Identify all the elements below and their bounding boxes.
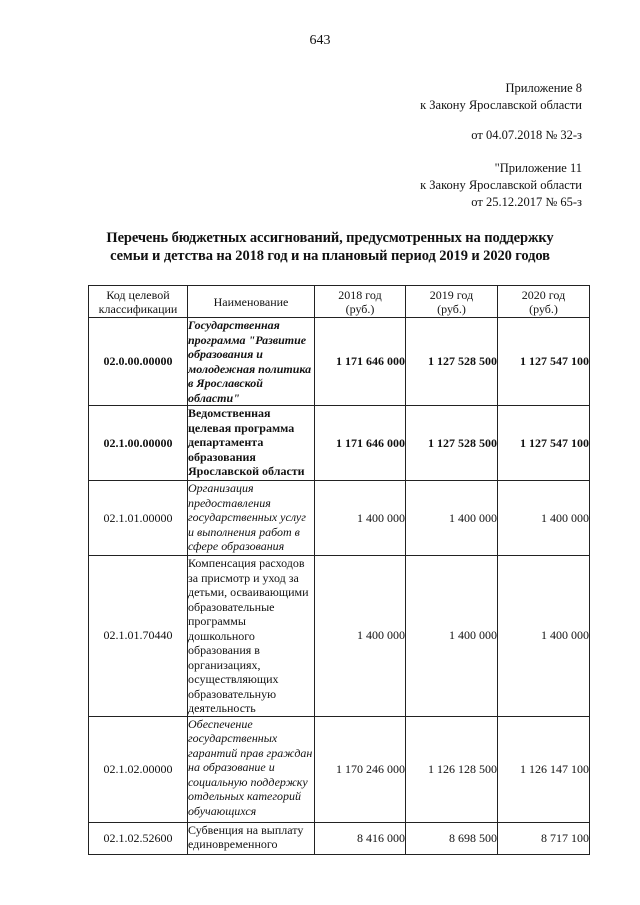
table-row bbox=[89, 406, 590, 481]
row-value-2018: 1 170 246 000 bbox=[315, 716, 406, 822]
column-header-2018-line2: (руб.) bbox=[345, 301, 375, 316]
column-header-2020 bbox=[498, 286, 590, 318]
row-value-2019: 1 400 000 bbox=[406, 481, 498, 556]
row-value-2019: 1 127 528 500 bbox=[406, 318, 498, 406]
row-value-2018: 1 171 646 000 bbox=[315, 318, 406, 406]
row-value-2018: 1 171 646 000 bbox=[315, 406, 406, 481]
previous-appendix-header bbox=[420, 160, 582, 211]
table-row bbox=[89, 318, 590, 406]
column-header-code-line1: Код целевой bbox=[106, 287, 170, 302]
previous-law-date: от 25.12.2017 № 65-з bbox=[471, 195, 582, 209]
table-row bbox=[89, 481, 590, 556]
row-value-2020: 8 717 100 bbox=[498, 822, 590, 854]
row-value-2020: 1 127 547 100 bbox=[498, 318, 590, 406]
table-row bbox=[89, 716, 590, 822]
table-row bbox=[89, 556, 590, 717]
table-row bbox=[89, 822, 590, 854]
appendix-header bbox=[420, 80, 582, 114]
row-value-2018: 1 400 000 bbox=[315, 556, 406, 717]
row-code: 02.1.02.52600 bbox=[89, 822, 188, 854]
column-header-code bbox=[89, 286, 188, 318]
law-date-block bbox=[471, 127, 582, 144]
column-header-2019 bbox=[406, 286, 498, 318]
row-code: 02.1.01.70440 bbox=[89, 556, 188, 717]
row-value-2020: 1 127 547 100 bbox=[498, 406, 590, 481]
row-name: Государственная программа "Развитие образования и молодежная политика в Ярославской области" bbox=[188, 318, 315, 406]
row-value-2019: 1 126 128 500 bbox=[406, 716, 498, 822]
row-value-2020: 1 400 000 bbox=[498, 481, 590, 556]
column-header-2018-line1: 2018 год bbox=[338, 287, 382, 302]
column-header-name: Наименование bbox=[188, 286, 315, 318]
law-reference: к Закону Ярославской области bbox=[420, 98, 582, 112]
previous-law-reference: к Закону Ярославской области bbox=[420, 178, 582, 192]
row-name: Обеспечение государственных гарантий прав граждан на образование и социальную поддержку отдельных категорий обучающихся bbox=[188, 716, 315, 822]
row-value-2019: 1 127 528 500 bbox=[406, 406, 498, 481]
table-header-row bbox=[89, 286, 590, 318]
column-header-code-line2: классификации bbox=[98, 301, 178, 316]
title-line-2: семьи и детства на 2018 год и на плановый период 2019 и 2020 годов bbox=[110, 248, 550, 264]
row-value-2020: 1 400 000 bbox=[498, 556, 590, 717]
row-value-2018: 8 416 000 bbox=[315, 822, 406, 854]
row-value-2020: 1 126 147 100 bbox=[498, 716, 590, 822]
column-header-2018 bbox=[315, 286, 406, 318]
budget-table bbox=[88, 285, 590, 855]
row-name: Ведомственная целевая программа департамента образования Ярославской области bbox=[188, 406, 315, 481]
law-date: от 04.07.2018 № 32-з bbox=[471, 128, 582, 142]
row-name: Субвенция на выплату единовременного bbox=[188, 822, 315, 854]
row-code: 02.1.01.00000 bbox=[89, 481, 188, 556]
row-value-2018: 1 400 000 bbox=[315, 481, 406, 556]
row-code: 02.0.00.00000 bbox=[89, 318, 188, 406]
previous-appendix-label: "Приложение 11 bbox=[494, 161, 582, 175]
appendix-label: Приложение 8 bbox=[505, 81, 582, 95]
document-title bbox=[80, 229, 580, 265]
row-name: Компенсация расходов за присмотр и уход за детьми, осваивающими образовательные программы дошкольного образования в организациях, осуществляющих образовательную деятельность bbox=[188, 556, 315, 717]
row-code: 02.1.00.00000 bbox=[89, 406, 188, 481]
page-number: 643 bbox=[309, 33, 331, 48]
row-code: 02.1.02.00000 bbox=[89, 716, 188, 822]
row-name: Организация предоставления государственных услуг и выполнения работ в сфере образования bbox=[188, 481, 315, 556]
row-value-2019: 1 400 000 bbox=[406, 556, 498, 717]
column-header-2020-line2: (руб.) bbox=[529, 301, 558, 316]
column-header-2020-line1: 2020 год bbox=[521, 287, 566, 302]
column-header-2019-line2: (руб.) bbox=[437, 301, 466, 316]
title-line-1: Перечень бюджетных ассигнований, предусмотренных на поддержку bbox=[106, 230, 554, 246]
row-value-2019: 8 698 500 bbox=[406, 822, 498, 854]
column-header-2019-line1: 2019 год bbox=[429, 287, 474, 302]
